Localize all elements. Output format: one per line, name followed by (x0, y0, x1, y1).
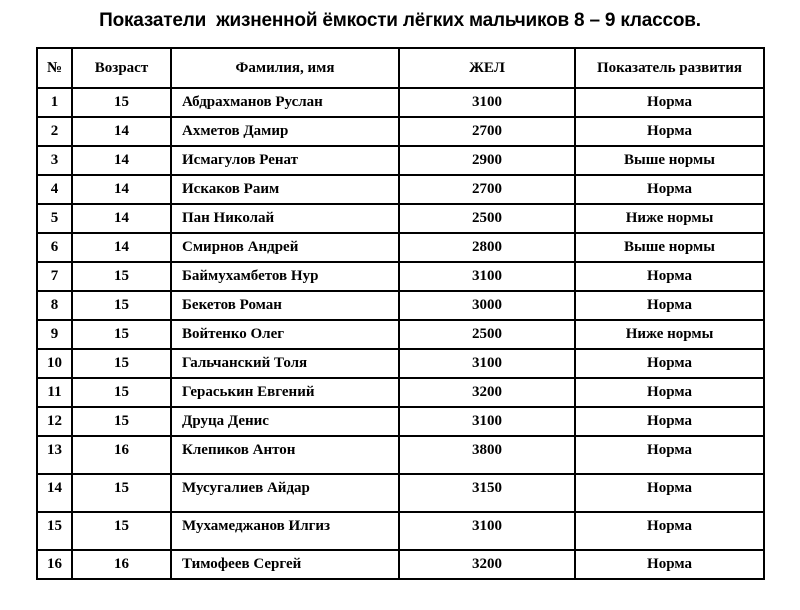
table-cell: 15 (72, 378, 171, 407)
table-body (37, 88, 764, 579)
table-row (37, 349, 764, 378)
table-cell: 2500 (399, 204, 575, 233)
table-cell: 8 (37, 291, 72, 320)
page-title: Показатели жизненной ёмкости лёгких мальчиков 8 – 9 классов. (99, 10, 701, 31)
table-cell: 7 (37, 262, 72, 291)
table-cell: 15 (72, 88, 171, 117)
table-cell: 12 (37, 407, 72, 436)
table-row (37, 512, 764, 550)
table-cell: Гераськин Евгений (171, 378, 399, 407)
table-cell: Норма (575, 117, 764, 146)
table-cell: 15 (37, 512, 72, 550)
table-cell: 14 (72, 146, 171, 175)
table-row (37, 407, 764, 436)
table-row (37, 262, 764, 291)
table-row (37, 88, 764, 117)
table-cell: 3150 (399, 474, 575, 512)
table-cell: 16 (72, 550, 171, 579)
table-cell: Ниже нормы (575, 204, 764, 233)
table-cell: 3100 (399, 262, 575, 291)
table-cell: 3800 (399, 436, 575, 474)
table-cell: Тимофеев Сергей (171, 550, 399, 579)
table-cell: Мусугалиев Айдар (171, 474, 399, 512)
table-cell: Норма (575, 291, 764, 320)
table-cell: 3100 (399, 512, 575, 550)
table-cell: 16 (72, 436, 171, 474)
table-cell: 4 (37, 175, 72, 204)
table-cell: Норма (575, 349, 764, 378)
table-cell: 3200 (399, 550, 575, 579)
table-cell: Норма (575, 407, 764, 436)
table-cell: 15 (72, 262, 171, 291)
table-cell: Пан Николай (171, 204, 399, 233)
header-age: Возраст (72, 48, 171, 88)
table-row (37, 436, 764, 474)
table-cell: Бекетов Роман (171, 291, 399, 320)
table-cell: 10 (37, 349, 72, 378)
table-cell: 9 (37, 320, 72, 349)
table-cell: 3100 (399, 349, 575, 378)
table-cell: Ниже нормы (575, 320, 764, 349)
table-cell: Искаков Раим (171, 175, 399, 204)
table-cell: 3100 (399, 88, 575, 117)
table-cell: 5 (37, 204, 72, 233)
table-cell: 14 (37, 474, 72, 512)
table-row (37, 204, 764, 233)
table-row (37, 550, 764, 579)
table-row (37, 233, 764, 262)
table-cell: Абдрахманов Руслан (171, 88, 399, 117)
table-cell: Баймухамбетов Нур (171, 262, 399, 291)
table-cell: 15 (72, 291, 171, 320)
table-cell: 3000 (399, 291, 575, 320)
table-cell: Норма (575, 550, 764, 579)
table-cell: Норма (575, 436, 764, 474)
table-cell: 3 (37, 146, 72, 175)
table-cell: 2 (37, 117, 72, 146)
table-cell: Исмагулов Ренат (171, 146, 399, 175)
table-cell: 2700 (399, 175, 575, 204)
table-cell: Клепиков Антон (171, 436, 399, 474)
table-cell: Норма (575, 175, 764, 204)
table-cell: 3200 (399, 378, 575, 407)
table-cell: 16 (37, 550, 72, 579)
table-row (37, 291, 764, 320)
table-cell: 2700 (399, 117, 575, 146)
table-cell: Гальчанский Толя (171, 349, 399, 378)
table-cell: 3100 (399, 407, 575, 436)
table-cell: Мухамеджанов Илгиз (171, 512, 399, 550)
table-cell: Норма (575, 88, 764, 117)
table-cell: 14 (72, 233, 171, 262)
table-cell: Норма (575, 474, 764, 512)
table-cell: 14 (72, 175, 171, 204)
table-cell: 15 (72, 320, 171, 349)
table-row (37, 175, 764, 204)
table-row (37, 117, 764, 146)
table-cell: Друца Денис (171, 407, 399, 436)
table-cell: Норма (575, 512, 764, 550)
vital-capacity-table (36, 47, 765, 580)
table-cell: 1 (37, 88, 72, 117)
table-cell: Ахметов Дамир (171, 117, 399, 146)
table-header-row (37, 48, 764, 88)
table-row (37, 474, 764, 512)
table-cell: 15 (72, 407, 171, 436)
table-cell: 11 (37, 378, 72, 407)
table-cell: 14 (72, 204, 171, 233)
table-cell: Выше нормы (575, 233, 764, 262)
header-development: Показатель развития (575, 48, 764, 88)
table-cell: 2800 (399, 233, 575, 262)
table-cell: 14 (72, 117, 171, 146)
table-cell: 13 (37, 436, 72, 474)
table-row (37, 378, 764, 407)
table-cell: 6 (37, 233, 72, 262)
table-cell: Норма (575, 262, 764, 291)
header-name: Фамилия, имя (171, 48, 399, 88)
header-zhel: ЖЕЛ (399, 48, 575, 88)
table-cell: 15 (72, 474, 171, 512)
table-row (37, 146, 764, 175)
table-cell: 15 (72, 512, 171, 550)
table-cell: Норма (575, 378, 764, 407)
table-cell: 2500 (399, 320, 575, 349)
header-number: № (37, 48, 72, 88)
table-cell: Войтенко Олег (171, 320, 399, 349)
table-cell: Смирнов Андрей (171, 233, 399, 262)
table-header (37, 48, 764, 88)
table-cell: 15 (72, 349, 171, 378)
table-row (37, 320, 764, 349)
table-cell: 2900 (399, 146, 575, 175)
table-cell: Выше нормы (575, 146, 764, 175)
